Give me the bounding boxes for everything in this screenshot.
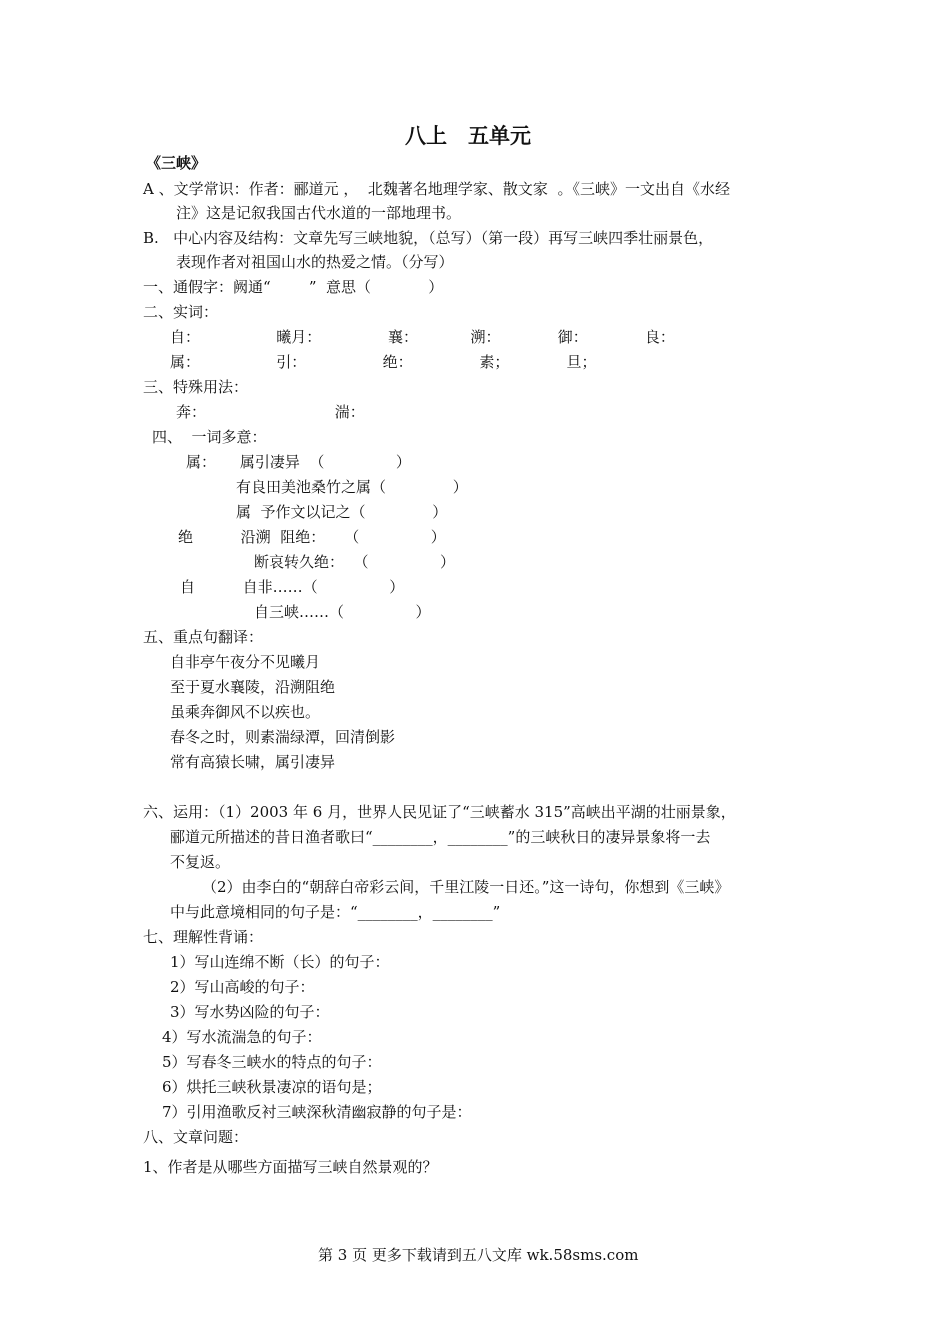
application-line-1: 六、运用：（1）2003 年 6 月，世界人民见证了“三峡蓄水 315”高峡出平湖的壮丽景象， [143, 803, 736, 821]
translation-sentence-1: 自非亭午夜分不见曦月 [170, 653, 321, 671]
recitation-item-1: 1）写山连绵不断（长）的句子： [170, 953, 390, 971]
polysemy-row-7: 自三峡……（ ） [254, 603, 431, 621]
translation-sentence-3: 虽乘奔御风不以疾也。 [170, 703, 321, 721]
page-title: 八上 五单元 [405, 124, 531, 148]
application-line-4: （2）由李白的“朝辞白帝彩云间，千里江陵一日还。”这一诗句，你想到《三峡》 [202, 878, 730, 896]
page-footer: 第 3 页 更多下载请到五八文库 wk.58sms.com [318, 1246, 639, 1264]
application-line-3: 不复返。 [170, 853, 231, 871]
shici-row-1: 自： 曦月： 襄： 溯： 御： 良： [170, 328, 675, 346]
special-usage-row: 奔： 湍： [176, 403, 365, 421]
structure-line-2: 表现作者对祖国山水的热爱之情。（分写） [176, 253, 454, 271]
heading-translation: 五、重点句翻译： [143, 628, 264, 646]
translation-sentence-5: 常有高猿长啸，属引凄异 [170, 753, 336, 771]
heading-article-questions: 八、文章问题： [143, 1128, 249, 1146]
heading-tongjiazi: 一、通假字：阙通“ ” 意思（ ） [143, 278, 444, 296]
polysemy-row-3: 属 予作文以记之（ ） [236, 503, 448, 521]
literature-line-1: A 、文学常识：作者：郦道元 ， 北魏著名地理学家、散文家 。《三峡》一文出自《水经 [143, 180, 730, 198]
section-subtitle: 《三峡》 [146, 154, 207, 172]
heading-recitation: 七、理解性背诵： [143, 928, 264, 946]
literature-line-2: 注》这是记叙我国古代水道的一部地理书。 [176, 204, 462, 222]
recitation-item-6: 6）烘托三峡秋景凄凉的语句是； [162, 1078, 382, 1096]
structure-line-1: B. 中心内容及结构：文章先写三峡地貌，（总写）（第一段）再写三峡四季壮丽景色， [143, 229, 714, 247]
polysemy-row-5: 断哀转久绝： （ ） [254, 553, 456, 571]
heading-shici: 二、实词： [143, 303, 219, 321]
application-line-2: 郦道元所描述的昔日渔者歌曰“________，________”的三峡秋日的凄异景象将一去 [170, 828, 711, 846]
translation-sentence-4: 春冬之时，则素湍绿潭，回清倒影 [170, 728, 396, 746]
recitation-item-7: 7）引用渔歌反衬三峡深秋清幽寂静的句子是： [162, 1103, 472, 1121]
polysemy-row-1: 属： 属引凄异 （ ） [186, 453, 411, 471]
polysemy-row-2: 有良田美池桑竹之属（ ） [236, 478, 468, 496]
heading-special-usage: 三、特殊用法： [143, 378, 249, 396]
recitation-item-4: 4）写水流湍急的句子： [162, 1028, 322, 1046]
recitation-item-2: 2）写山高峻的句子： [170, 978, 315, 996]
polysemy-row-6: 自 自非……（ ） [180, 578, 405, 596]
application-line-5: 中与此意境相同的句子是：“________，________” [170, 903, 501, 921]
translation-sentence-2: 至于夏水襄陵，沿溯阻绝 [170, 678, 336, 696]
heading-polysemy: 四、 一词多意： [152, 428, 267, 446]
shici-row-2: 属： 引： 绝： 素； 旦； [170, 353, 597, 371]
recitation-item-5: 5）写春冬三峡水的特点的句子： [162, 1053, 382, 1071]
question-1: 1、作者是从哪些方面描写三峡自然景观的？ [143, 1158, 438, 1176]
polysemy-row-4: 绝 沿溯 阻绝： （ ） [178, 528, 446, 546]
recitation-item-3: 3）写水势凶险的句子： [170, 1003, 330, 1021]
